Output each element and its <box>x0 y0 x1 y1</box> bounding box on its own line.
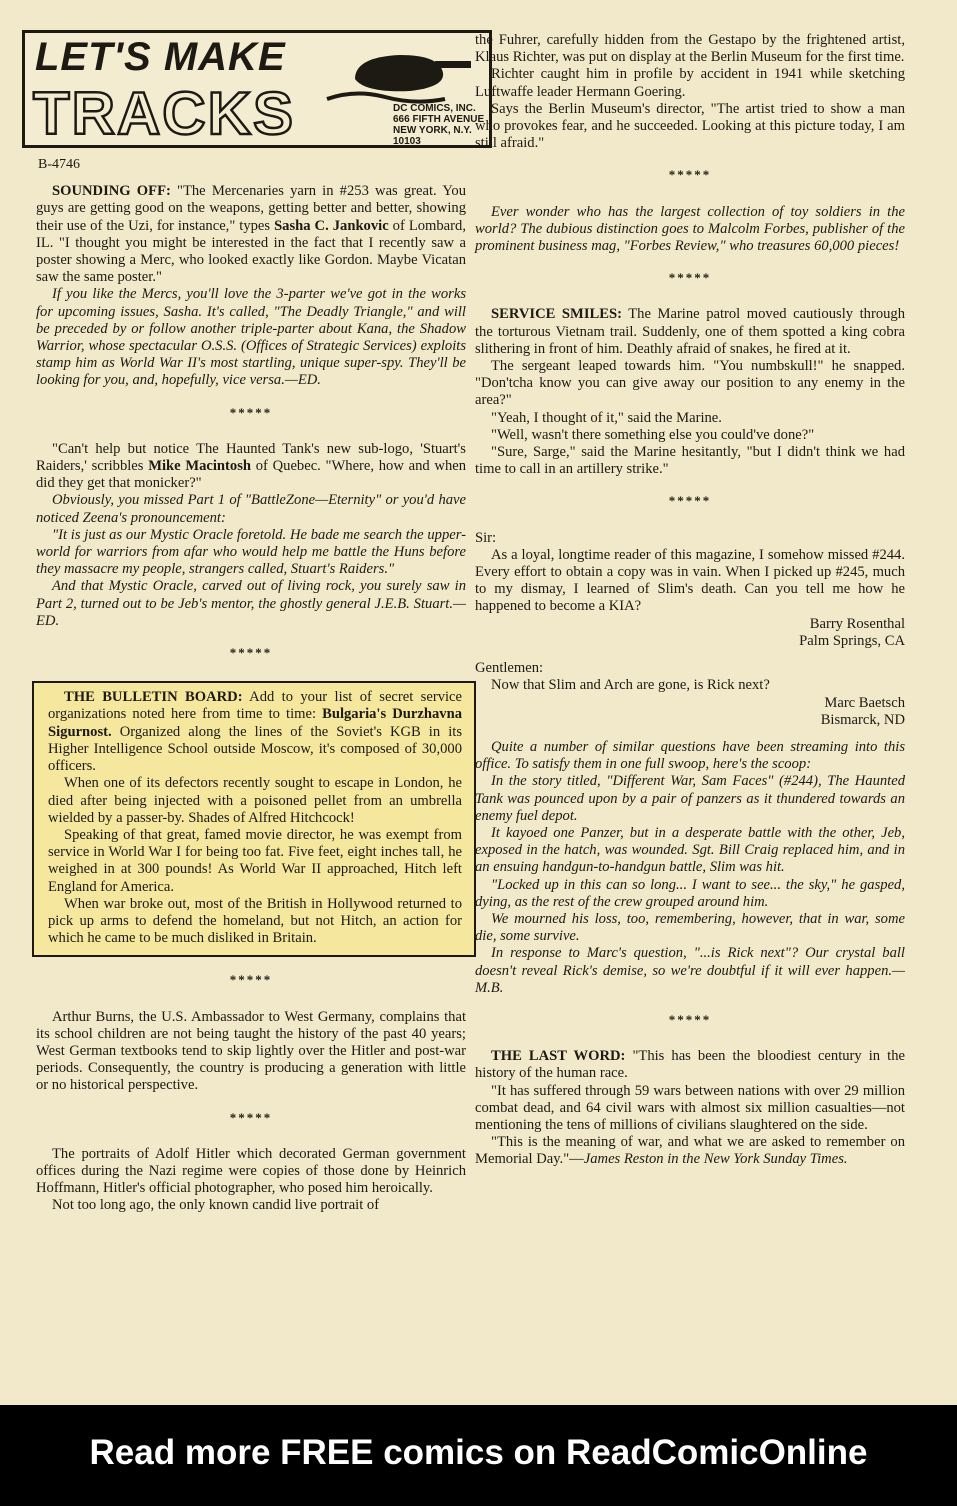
bulletin-paragraph: When war broke out, most of the British in Hollywood returned to pick up arms to defend the homeland, but not Hitch, an action for which he came to be much disliked in Britain. <box>48 895 462 947</box>
editor-reply-quote: "It is just as our Mystic Oracle foretold. He bade me search the upper-world for warriors from afar who would help me battle the Huns before they massacre my people, strangers called, Stuart's Raiders." <box>36 526 466 578</box>
organization-name: Bulgaria's Durzhavna Sigurnost. <box>48 706 462 740</box>
letter-body: Now that Slim and Arch are gone, is Rick next? <box>491 677 770 694</box>
text: The Marine patrol moved cautiously through the torturous Vietnam trail. Suddenly, one of them spotted a king cobra slithering in front of him. Deathly afraid of snakes, he fired at it. <box>475 306 906 357</box>
bulletin-paragraph <box>48 689 462 775</box>
letter-salutation: Gentlemen: <box>475 660 544 677</box>
trivia-paragraph: Ever wonder who has the largest collection of toy soldiers in the world? The dubious distinction goes to Malcolm Forbes, publisher of the prominent business mag, "Forbes Review," who treasures 60,000 pieces! <box>475 203 905 255</box>
address-line: NEW YORK, N.Y. 10103 <box>393 125 472 147</box>
letter-location: Bismarck, ND <box>820 711 905 728</box>
citation: James Reston in the New York Sunday Times. <box>583 1151 848 1168</box>
article-paragraph: The portraits of Adolf Hitler which decorated German government offices during the Nazi regime were copies of those done by Heinrich Hoffmann, Hitler's official photographer, who posed him heroically. <box>36 1145 466 1197</box>
left-column <box>33 30 485 1215</box>
address-line: DC COMICS, INC. <box>393 103 476 114</box>
editor-reply: In the story titled, "Different War, Sam Faces" (#244), The Haunted Tank was pounced upon by a pair of panzers as it thundered towards an enemy fuel depot. <box>475 773 905 824</box>
article-paragraph: the Fuhrer, carefully hidden from the Gestapo by the frightened artist, Klaus Richter, was put on display at the Berlin Museum for the first time. <box>475 32 905 66</box>
text: "This is the meaning of war, and what we are asked to remember on Memorial Day."— <box>475 1134 905 1168</box>
right-column <box>475 32 905 1169</box>
editor-reply: Obviously, you missed Part 1 of "BattleZone—Eternity" or you'd have noticed Zeena's pronouncement: <box>36 492 466 526</box>
bulletin-paragraph: When one of its defectors recently sought to escape in London, he died after being injected with a poisoned pellet from an umbrella wielded by a passer-by. Shades of Alfred Hitchcock! <box>48 775 462 826</box>
letter-salutation: Sir: <box>475 529 497 546</box>
separator-stars: ***** <box>668 1011 712 1027</box>
editor-reply: If you like the Mercs, you'll love the 3-parter we've got in the works for upcoming issues, Sasha. It's called, "The Deadly Triangle," and will be preceded by or follow another triple-parter about Kana, the Shadow Warrior, whose spectacular O.S.S. (Offices of Strategic Services) exploits stamp him as World War II's most startling, unique super-spy. They'll be looking for you, and, hopefully, vice versa.—ED. <box>36 286 466 389</box>
article-paragraph: "Yeah, I thought of it," said the Marine. <box>491 409 722 426</box>
address-line: 666 FIFTH AVENUE <box>393 114 485 125</box>
separator-stars: ***** <box>668 270 712 286</box>
text: Add to your list of secret service organizations noted here from time to time: <box>48 689 462 723</box>
sounding-off-paragraph <box>36 183 466 286</box>
section-label: SOUNDING OFF: <box>52 183 171 200</box>
separator-stars: ***** <box>229 1109 273 1125</box>
tank-icon <box>325 39 475 109</box>
article-paragraph: "Well, wasn't there something else you could've done?" <box>491 426 815 443</box>
article-paragraph: Says the Berlin Museum's director, "The artist tried to show a man who provokes fear, and he succeeded. Looking at this picture today, I am still afraid." <box>475 100 905 152</box>
article-paragraph: "Sure, Sarge," said the Marine hesitantly, "but I didn't think we had time to call in an artillery strike." <box>475 444 905 478</box>
editor-reply: Quite a number of similar questions have been streaming into this office. To satisfy them in one full swoop, here's the scoop: <box>475 738 905 773</box>
letter-body: As a loyal, longtime reader of this magazine, I somehow missed #244. Every effort to obtain a copy was in vain. When I picked up #245, much to my dismay, I learned of Slim's death. Can you tell me how he happened to become a KIA? <box>475 546 905 615</box>
text: "Can't help but notice The Haunted Tank's new sub-logo, 'Stuart's Raiders,' scribbles <box>36 440 466 475</box>
editor-reply: In response to Marc's question, "...is Rick next"? Our crystal ball doesn't reveal Rick's demise, so we're doubtful if it will ever happen.—M.B. <box>475 945 905 996</box>
reader-name: Mike Macintosh <box>148 458 252 475</box>
lets-make-tracks-logo <box>22 30 492 148</box>
logo-line-2: TRACKS <box>33 80 295 147</box>
article-paragraph <box>475 1134 905 1168</box>
article-paragraph: Not too long ago, the only known candid live portrait of <box>52 1197 380 1214</box>
article-paragraph: The sergeant leaped towards him. "You numbskull!" he snapped. "Don'tcha know you can give away our position to any enemy in the area?" <box>475 358 905 409</box>
editor-reply: "Locked up in this can so long... I want to see... the sky," he gasped, dying, as the rest of the crew grouped around him. <box>475 876 905 910</box>
last-word-paragraph <box>475 1048 905 1082</box>
footer-banner <box>0 1405 957 1506</box>
text: of Quebec. "Where, how and when did they get that monicker?" <box>36 458 467 492</box>
letter-signature: Marc Baetsch <box>824 694 905 711</box>
section-label: THE BULLETIN BOARD: <box>64 689 243 706</box>
separator-stars: ***** <box>229 404 273 420</box>
banner-text: Read more FREE comics on ReadComicOnline <box>89 1433 868 1472</box>
separator-stars: ***** <box>229 645 273 661</box>
reader-name: Sasha C. Jankovic <box>274 217 389 234</box>
separator-stars: ***** <box>229 972 273 988</box>
article-paragraph: Richter caught him in profile by accident in 1941 while sketching Luftwaffe leader Hermann Goering. <box>475 66 905 100</box>
separator-stars: ***** <box>668 167 712 183</box>
bulletin-paragraph: Speaking of that great, famed movie director, he was exempt from service in World War I for being too fat. Five feet, eight inches tall, he weighed in at 300 pounds! As World War II approached, Hitch left England for America. <box>48 826 462 895</box>
letter-location: Palm Springs, CA <box>799 632 905 649</box>
text: Organized along the lines of the Soviet's KGB in its Higher Intelligence School outside Moscow, it's composed of 30,000 officers. <box>48 723 462 775</box>
editor-reply: And that Mystic Oracle, carved out of living rock, you surely saw in Part 2, turned out to be Jeb's mentor, the ghostly general J.E.B. Stuart.—ED. <box>36 578 466 629</box>
logo-line-1: LET'S MAKE <box>35 35 286 79</box>
text: "This has been the bloodiest century in the history of the human race. <box>475 1048 905 1082</box>
separator-stars: ***** <box>668 493 712 509</box>
letter-code: B-4746 <box>38 157 80 172</box>
service-smiles-paragraph <box>475 306 905 358</box>
bulletin-board-box <box>32 681 476 957</box>
section-label: THE LAST WORD: <box>491 1048 626 1065</box>
editor-reply: We mourned his loss, too, remembering, however, that in war, some die, some survive. <box>475 910 905 945</box>
text: "The Mercenaries yarn in #253 was great. You guys are getting good on the weapons, getting better and better, showing their use of the Uzi, for instance," types <box>36 183 466 234</box>
letter-paragraph <box>36 441 466 493</box>
letter-signature: Barry Rosenthal <box>809 615 905 632</box>
editor-reply: It kayoed one Panzer, but in a desperate battle with the other, Jeb, exposed in the hatch, was wounded. Sgt. Bill Craig replaced him, and in an ensuing handgun-to-handgun battle, Slim was hit. <box>475 824 905 876</box>
section-label: SERVICE SMILES: <box>491 306 622 323</box>
article-paragraph: Arthur Burns, the U.S. Ambassador to West Germany, complains that its school children are not being taught the history of the past 40 years; West German textbooks tend to skip lightly over the Hitler and post-war periods. Consequently, the country is producing a generation with little or no historical perspective. <box>36 1008 466 1094</box>
article-paragraph: "It has suffered through 59 wars between nations with over 29 million combat dead, and 64 civil wars with almost six million casualties—not mentioning the tens of millions of civilians slaughtered on the side. <box>475 1082 905 1133</box>
text: of Lombard, IL. "I thought you might be interested in the fact that I recently saw a poster showing a Merc, who looked exactly like Gordon. Maybe Vicatan saw the same poster." <box>36 217 466 286</box>
